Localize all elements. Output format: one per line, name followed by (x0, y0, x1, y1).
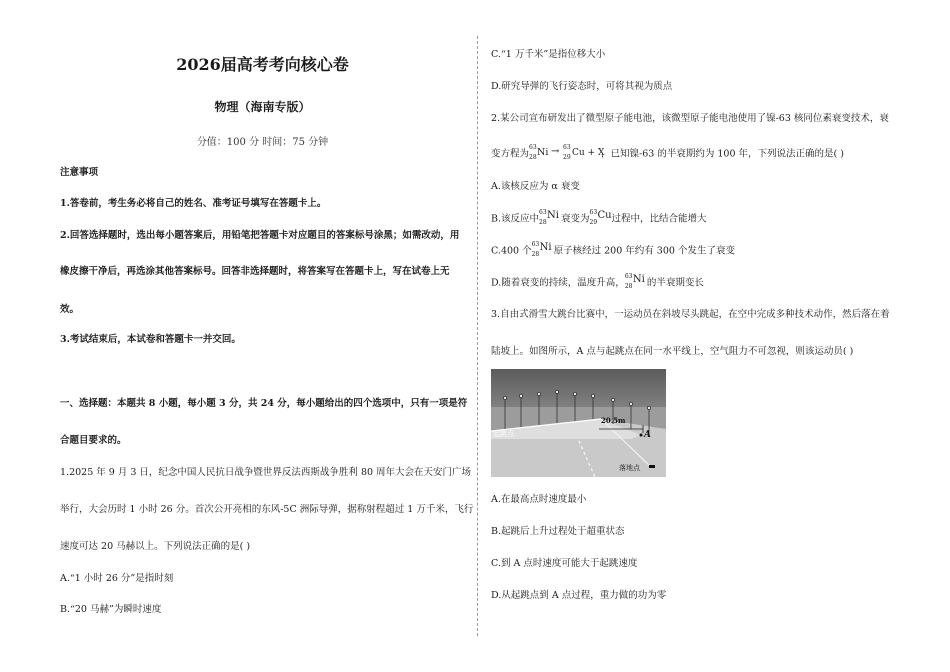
exam-meta: 分值：100 分 时间：75 分钟 (196, 137, 329, 148)
q3-option-a: A.在最高点时速度最小 (491, 494, 587, 505)
q1-option-d: D.研究导弹的飞行姿态时，可将其视为质点 (491, 81, 673, 92)
q2-option-d-part-2: 的半衰期变长 (646, 277, 704, 289)
figure-landing-label: 落地点 (619, 464, 640, 472)
cu-symbol: Cu (597, 210, 612, 221)
section-heading-line-2: 合题目要求的。 (60, 435, 127, 446)
ski-jump-figure (491, 369, 666, 477)
section-heading-line-1: 一、选择题：本题共 8 小题，每小题 3 分，共 24 分，每小题给出的四个选项中，只有一项是符 (60, 398, 468, 409)
notice-item-2-line-3: 效。 (60, 304, 80, 315)
q2-stem-line-2-suffix: ，已知镍-63 的半衰期约为 100 年，下列说法正确的是( ) (601, 148, 844, 160)
ni-nuclide (539, 209, 561, 226)
column-divider (477, 36, 478, 636)
ni-symbol: Ni (632, 274, 645, 285)
ni-nuclide (624, 273, 647, 290)
ni-atomic-number: 28 (624, 283, 633, 290)
q1-stem-line-2: 举行，大会历时 1 小时 26 分。首次公开亮相的东风-5C 洲际导弹，据称射程超过 1 万千米，飞行 (60, 504, 474, 515)
notice-item-3: 3.考试结束后，本试卷和答题卡一并交回。 (60, 334, 241, 345)
ni-nuclide (531, 241, 554, 258)
cu-atomic-number: 29 (563, 154, 571, 161)
nuclear-equation (529, 144, 605, 161)
q1-stem-line-1: 1.2025 年 9 月 3 日，纪念中国人民抗日战争暨世界反法西斯战争胜利 80 周年大会在天安门广场 (60, 467, 472, 478)
notice-heading: 注意事项 (60, 167, 99, 178)
q2-option-b (491, 209, 707, 226)
q2-option-c (491, 241, 735, 258)
cu-mass-number: 63 (589, 209, 598, 216)
exam-subtitle: 物理（海南专版） (214, 100, 311, 114)
ski-jump-photo (491, 369, 666, 477)
q2-option-d-part-1: D.随着衰变的持续，温度升高， (491, 277, 625, 289)
ni-mass-number: 63 (531, 241, 540, 248)
q3-option-d: D.从起跳点到 A 点过程，重力做的功为零 (491, 590, 667, 601)
q2-option-d (491, 273, 704, 290)
equation-products: Cu + X (572, 148, 605, 158)
exam-title: 2026届高考考向核心卷 (176, 55, 349, 74)
notice-item-2-line-1: 2.回答选择题时，选出每小题答案后，用铅笔把答题卡对应题目的答案标号涂黑；如需改动，用 (60, 230, 460, 241)
notice-item-2-line-2: 橡皮擦干净后，再选涂其他答案标号。回答非选择题时，将答案写在答题卡上，写在试卷上无 (60, 266, 450, 277)
q2-option-b-part-2: 衰变为 (561, 213, 590, 225)
notice-item-1: 1.答卷前，考生务必将自己的姓名、准考证号填写在答题卡上。 (60, 198, 327, 209)
q2-option-c-part-2: 原子核经过 200 年约有 300 个发生了衰变 (553, 245, 735, 257)
q3-stem-line-2: 陆坡上。如图所示，A 点与起跳点在同一水平线上，空气阻力不可忽视，则该运动员( ) (491, 346, 854, 357)
q2-stem-line-2-prefix: 变方程为 (491, 148, 530, 160)
q2-option-a: A.该核反应为 α 衰变 (491, 181, 580, 192)
q1-option-a: A.“1 小时 26 分”是指时刻 (60, 573, 174, 584)
q1-option-b: B.“20 马赫”为瞬时速度 (60, 604, 162, 615)
q2-option-c-part-1: C.400 个 (491, 245, 532, 257)
q2-stem-line-2 (491, 144, 844, 161)
q3-option-b: B.起跳后上升过程处于超重状态 (491, 526, 625, 537)
ni-mass-number: 63 (539, 209, 547, 216)
q1-stem-line-3: 速度可达 20 马赫以上。下列说法正确的是( ) (60, 541, 251, 552)
ni-mass-number: 63 (529, 144, 537, 151)
ni-symbol: Ni (537, 147, 549, 158)
ni-symbol: Ni (539, 242, 552, 253)
figure-height-label: 20.5m (601, 416, 626, 425)
cu-mass-number: 63 (563, 144, 571, 151)
q3-option-c: C.到 A 点时速度可能大于起跳速度 (491, 558, 638, 569)
ni-mass-number: 63 (624, 273, 633, 280)
q2-option-b-part-1: B.该反应中 (491, 213, 540, 225)
ni-atomic-number: 28 (531, 251, 540, 258)
arrow-icon: → (551, 146, 560, 157)
cu-atomic-number: 29 (589, 219, 598, 226)
ni-atomic-number: 28 (529, 154, 537, 161)
figure-point-a-label: A (644, 430, 651, 440)
q2-stem-line-1: 2.某公司宣布研发出了微型原子能电池，该微型原子能电池使用了镍-63 核同位素衰变技术，衰 (491, 113, 889, 124)
q3-stem-line-1: 3.自由式滑雪大跳台比赛中，一运动员在斜坡尽头跳起，在空中完成多种技术动作，然后落在着 (491, 309, 890, 320)
q1-option-c: C.“1 万千米”是指位移大小 (491, 49, 606, 60)
ni-symbol: Ni (547, 210, 559, 221)
q2-option-b-part-3: 过程中，比结合能增大 (611, 213, 707, 225)
cu-nuclide (589, 209, 612, 226)
figure-start-label: 起跳点 (493, 430, 514, 438)
ni-atomic-number: 28 (539, 219, 547, 226)
